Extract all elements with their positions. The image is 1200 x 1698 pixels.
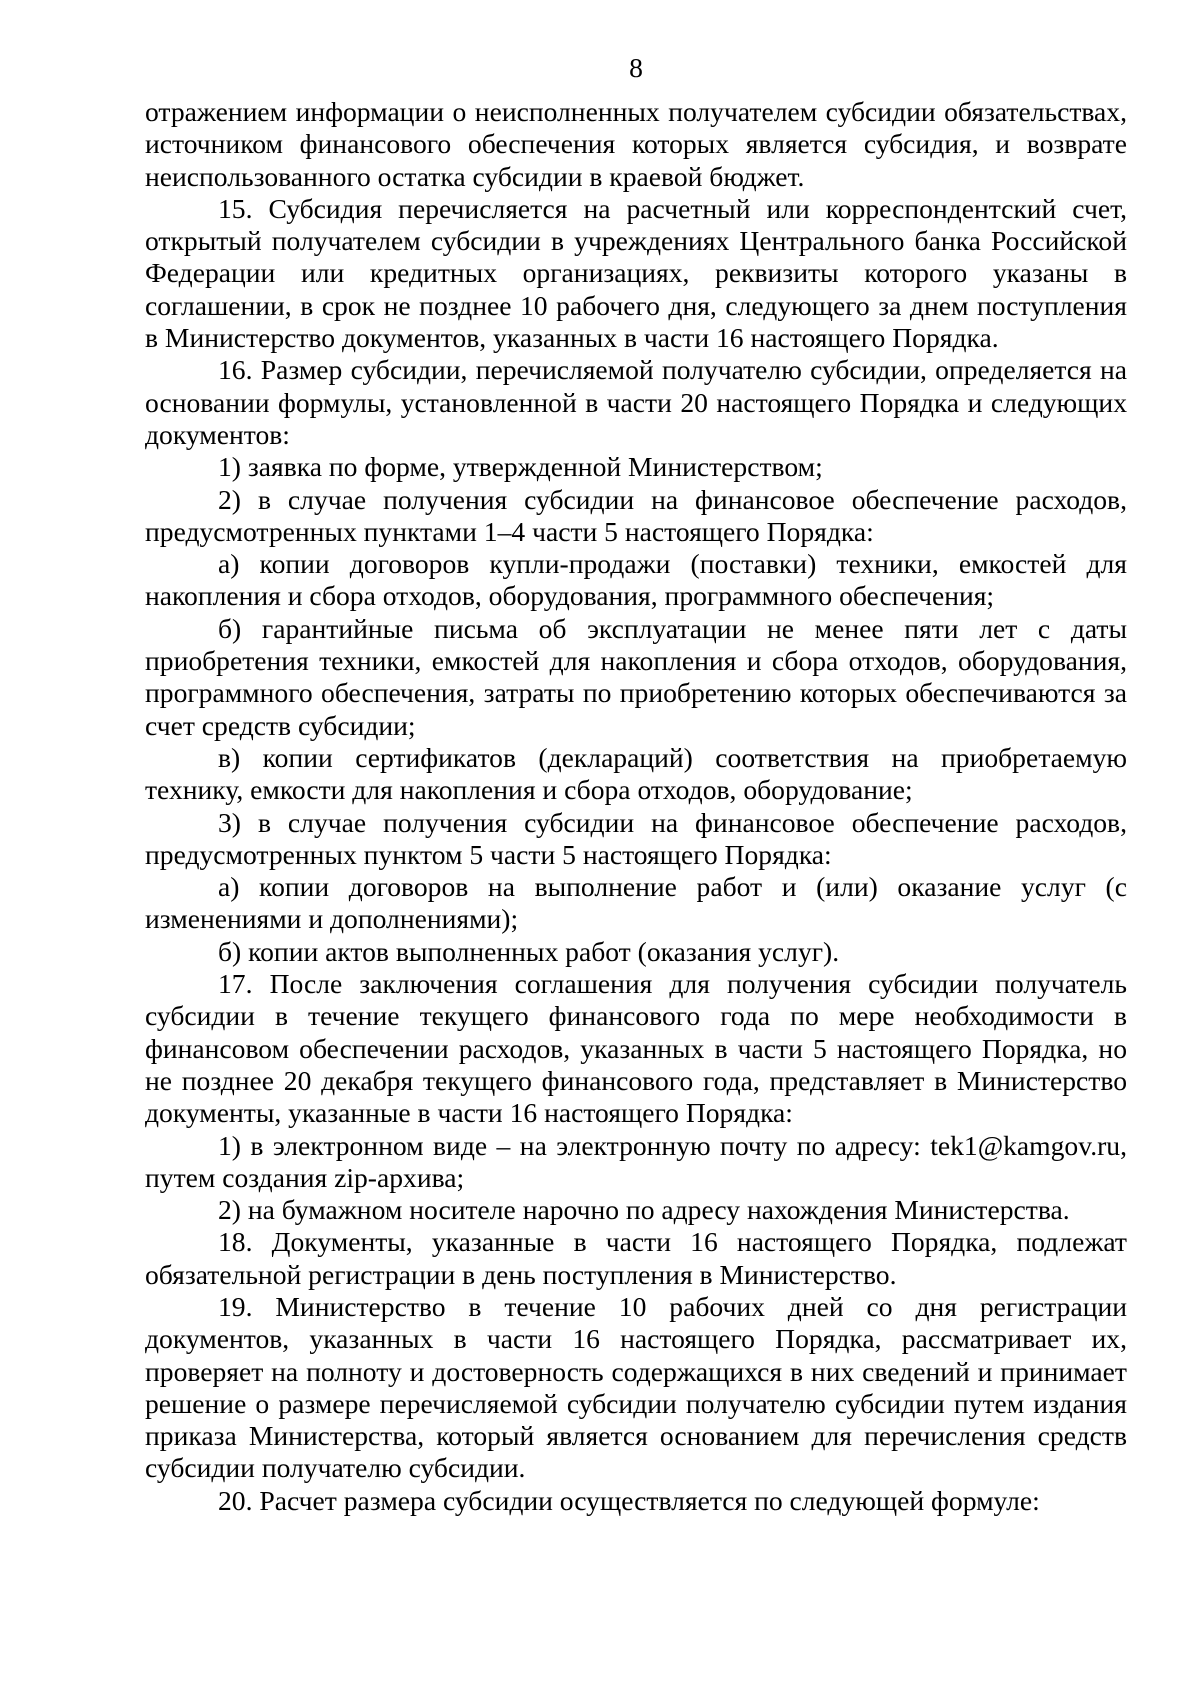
paragraph-19: 19. Министерство в течение 10 рабочих дней со дня регистрации документов, указанных в части 16 настоящего Порядка, рассматривает их, проверяет на полноту и достоверность содержащихся в них сведений и принимает решение о размере перечисляемой субсидии получателю субсидии путем издания приказа Министерства, который является основанием для перечисления средств субсидии получателю субсидии. bbox=[145, 1290, 1127, 1484]
paragraph-16-item-3: 3) в случае получения субсидии на финансовое обеспечение расходов, предусмотренных пунктом 5 части 5 настоящего Порядка: bbox=[145, 806, 1127, 870]
paragraph-16-item-2: 2) в случае получения субсидии на финансовое обеспечение расходов, предусмотренных пунктами 1–4 части 5 настоящего Порядка: bbox=[145, 483, 1127, 547]
paragraph-17-item-2: 2) на бумажном носителе нарочно по адресу нахождения Министерства. bbox=[218, 1194, 1070, 1226]
paragraph-17-item-1: 1) в электронном виде – на электронную почту по адресу: tek1@kamgov.ru, путем создания zip-архива; bbox=[145, 1129, 1127, 1193]
paragraph-16-item-2a: а) копии договоров купли-продажи (поставки) техники, емкостей для накопления и сбора отходов, оборудования, программного обеспечения; bbox=[145, 548, 1127, 612]
paragraph-16: 16. Размер субсидии, перечисляемой получателю субсидии, определяется на основании формулы, установленной в части 20 настоящего Порядка и следующих документов: bbox=[145, 354, 1127, 450]
paragraph-17: 17. После заключения соглашения для получения субсидии получатель субсидии в течение текущего финансового года по мере необходимости в финансовом обеспечении расходов, указанных в части 5 настоящего Порядка, но не позднее 20 декабря текущего финансового года, представляет в Министерство документы, указанные в части 16 настоящего Порядка: bbox=[145, 968, 1127, 1129]
paragraph-15: 15. Субсидия перечисляется на расчетный или корреспондентский счет, открытый получателем субсидии в учреждениях Центрального банка Российской Федерации или кредитных организациях, реквизиты которого указаны в соглашении, в срок не позднее 10 рабочего дня, следующего за днем поступления в Министерство документов, указанных в части 16 настоящего Порядка. bbox=[145, 192, 1127, 354]
paragraph-16-item-3a: а) копии договоров на выполнение работ и (или) оказание услуг (с изменениями и дополнениями); bbox=[145, 871, 1127, 935]
paragraph-20: 20. Расчет размера субсидии осуществляется по следующей формуле: bbox=[218, 1484, 1040, 1516]
paragraph-16-item-2b: б) гарантийные письма об эксплуатации не менее пяти лет с даты приобретения техники, емкостей для накопления и сбора отходов, оборудования, программного обеспечения, затраты по приобретению которых обеспечиваются за счет средств субсидии; bbox=[145, 612, 1127, 741]
paragraph-16-item-1: 1) заявка по форме, утвержденной Министерством; bbox=[218, 451, 823, 483]
paragraph-continuation: отражением информации о неисполненных получателем субсидии обязательствах, источником финансового обеспечения которых является субсидия, и возврате неиспользованного остатка субсидии в краевой бюджет. bbox=[145, 96, 1127, 192]
document-page bbox=[145, 52, 1127, 1517]
page-number: 8 bbox=[629, 52, 643, 83]
paragraph-18: 18. Документы, указанные в части 16 настоящего Порядка, подлежат обязательной регистрации в день поступления в Министерство. bbox=[145, 1226, 1127, 1290]
paragraph-16-item-2c: в) копии сертификатов (деклараций) соответствия на приобретаемую технику, емкости для накопления и сбора отходов, оборудование; bbox=[145, 741, 1127, 806]
paragraph-16-item-3b: б) копии актов выполненных работ (оказания услуг). bbox=[218, 935, 840, 967]
